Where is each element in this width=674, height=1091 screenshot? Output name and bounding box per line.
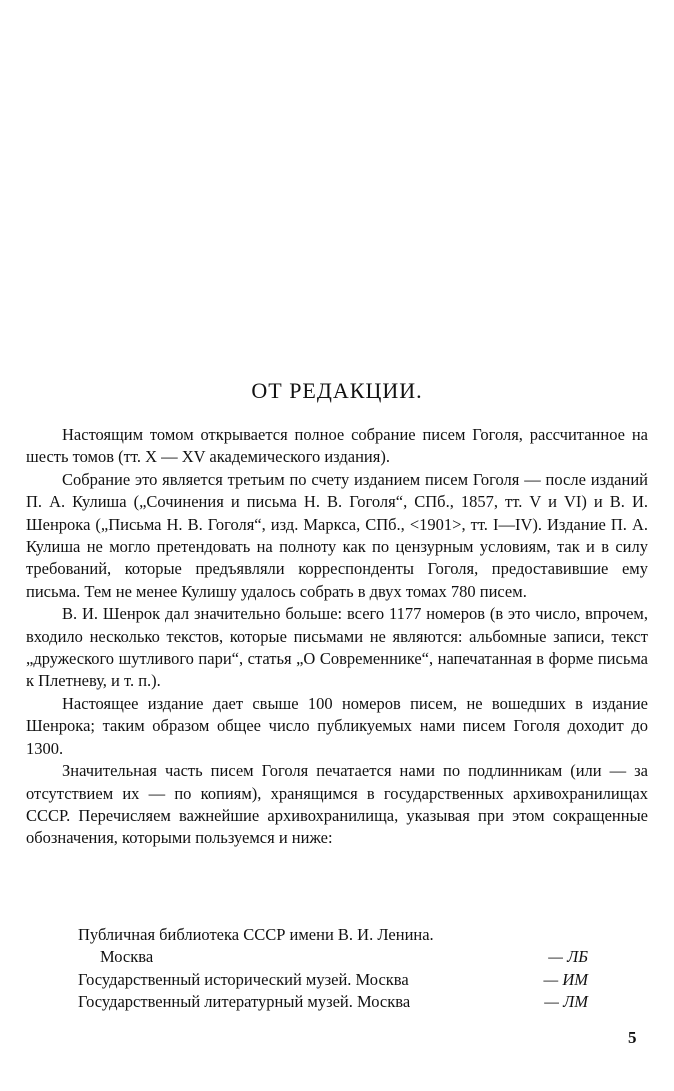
archive-city: Москва	[100, 947, 154, 967]
archive-entry	[78, 991, 588, 1013]
archive-list	[78, 924, 588, 1014]
paragraph: Собрание это является третьим по счету изданием писем Гоголя — после изданий П. А. Кулиша („Сочинения и письма Н. В. Гоголя“, СПб., 1857, тт. V и VI) и В. И. Шенрока („Письма Н. В. Гоголя“, изд. Маркса, СПб., <1901>, тт. I—IV). Издание П. А. Кулиша не могло претендовать на полноту как по цензурным условиям, так и в силу требований, которые предъявляли корреспонденты Гоголя, предоставившие ему письма. Тем не менее Кулишу удалось собрать в двух томах 780 писем.	[26, 469, 648, 601]
archive-code: — ИМ	[543, 969, 588, 989]
archive-code: — ЛБ	[548, 947, 588, 967]
archive-name: Государственный литературный музей. Москва	[78, 992, 411, 1012]
archive-entry	[78, 946, 588, 968]
paragraph: Настоящим томом открывается полное собрание писем Гоголя, рассчитанное на шесть томов (тт. X — XV академического издания).	[26, 425, 648, 467]
archive-entry	[78, 969, 588, 991]
archive-name: Публичная библиотека СССР имени В. И. Ленина.	[78, 925, 434, 944]
archive-code: — ЛМ	[544, 992, 588, 1012]
paragraph: В. И. Шенрок дал значительно больше: всего 1177 номеров (в это число, впрочем, входило несколько текстов, которые письмами не являются: альбомные записи, текст „дружеского шутливого пари“, статья „О Современнике“, напечатанная в форме письма к Плетневу, и т. п.).	[26, 604, 648, 691]
body-text	[26, 424, 648, 850]
page-title: ОТ РЕДАКЦИИ.	[251, 378, 423, 403]
page-number: 5	[628, 1028, 637, 1047]
paragraph: Значительная часть писем Гоголя печатается нами по подлинникам (или — за отсутствием их — по копиям), хранящимся в государственных архивохранилищах СССР. Перечисляем важнейшие архивохранилища, указывая при этом сокращенные обозначения, которыми пользуемся и ниже:	[26, 761, 648, 848]
archive-name: Государственный исторический музей. Москва	[78, 969, 409, 989]
paragraph: Настоящее издание дает свыше 100 номеров писем, не вошедших в издание Шенрока; таким образом общее число публикуемых нами писем Гоголя доходит до 1300.	[26, 693, 648, 758]
